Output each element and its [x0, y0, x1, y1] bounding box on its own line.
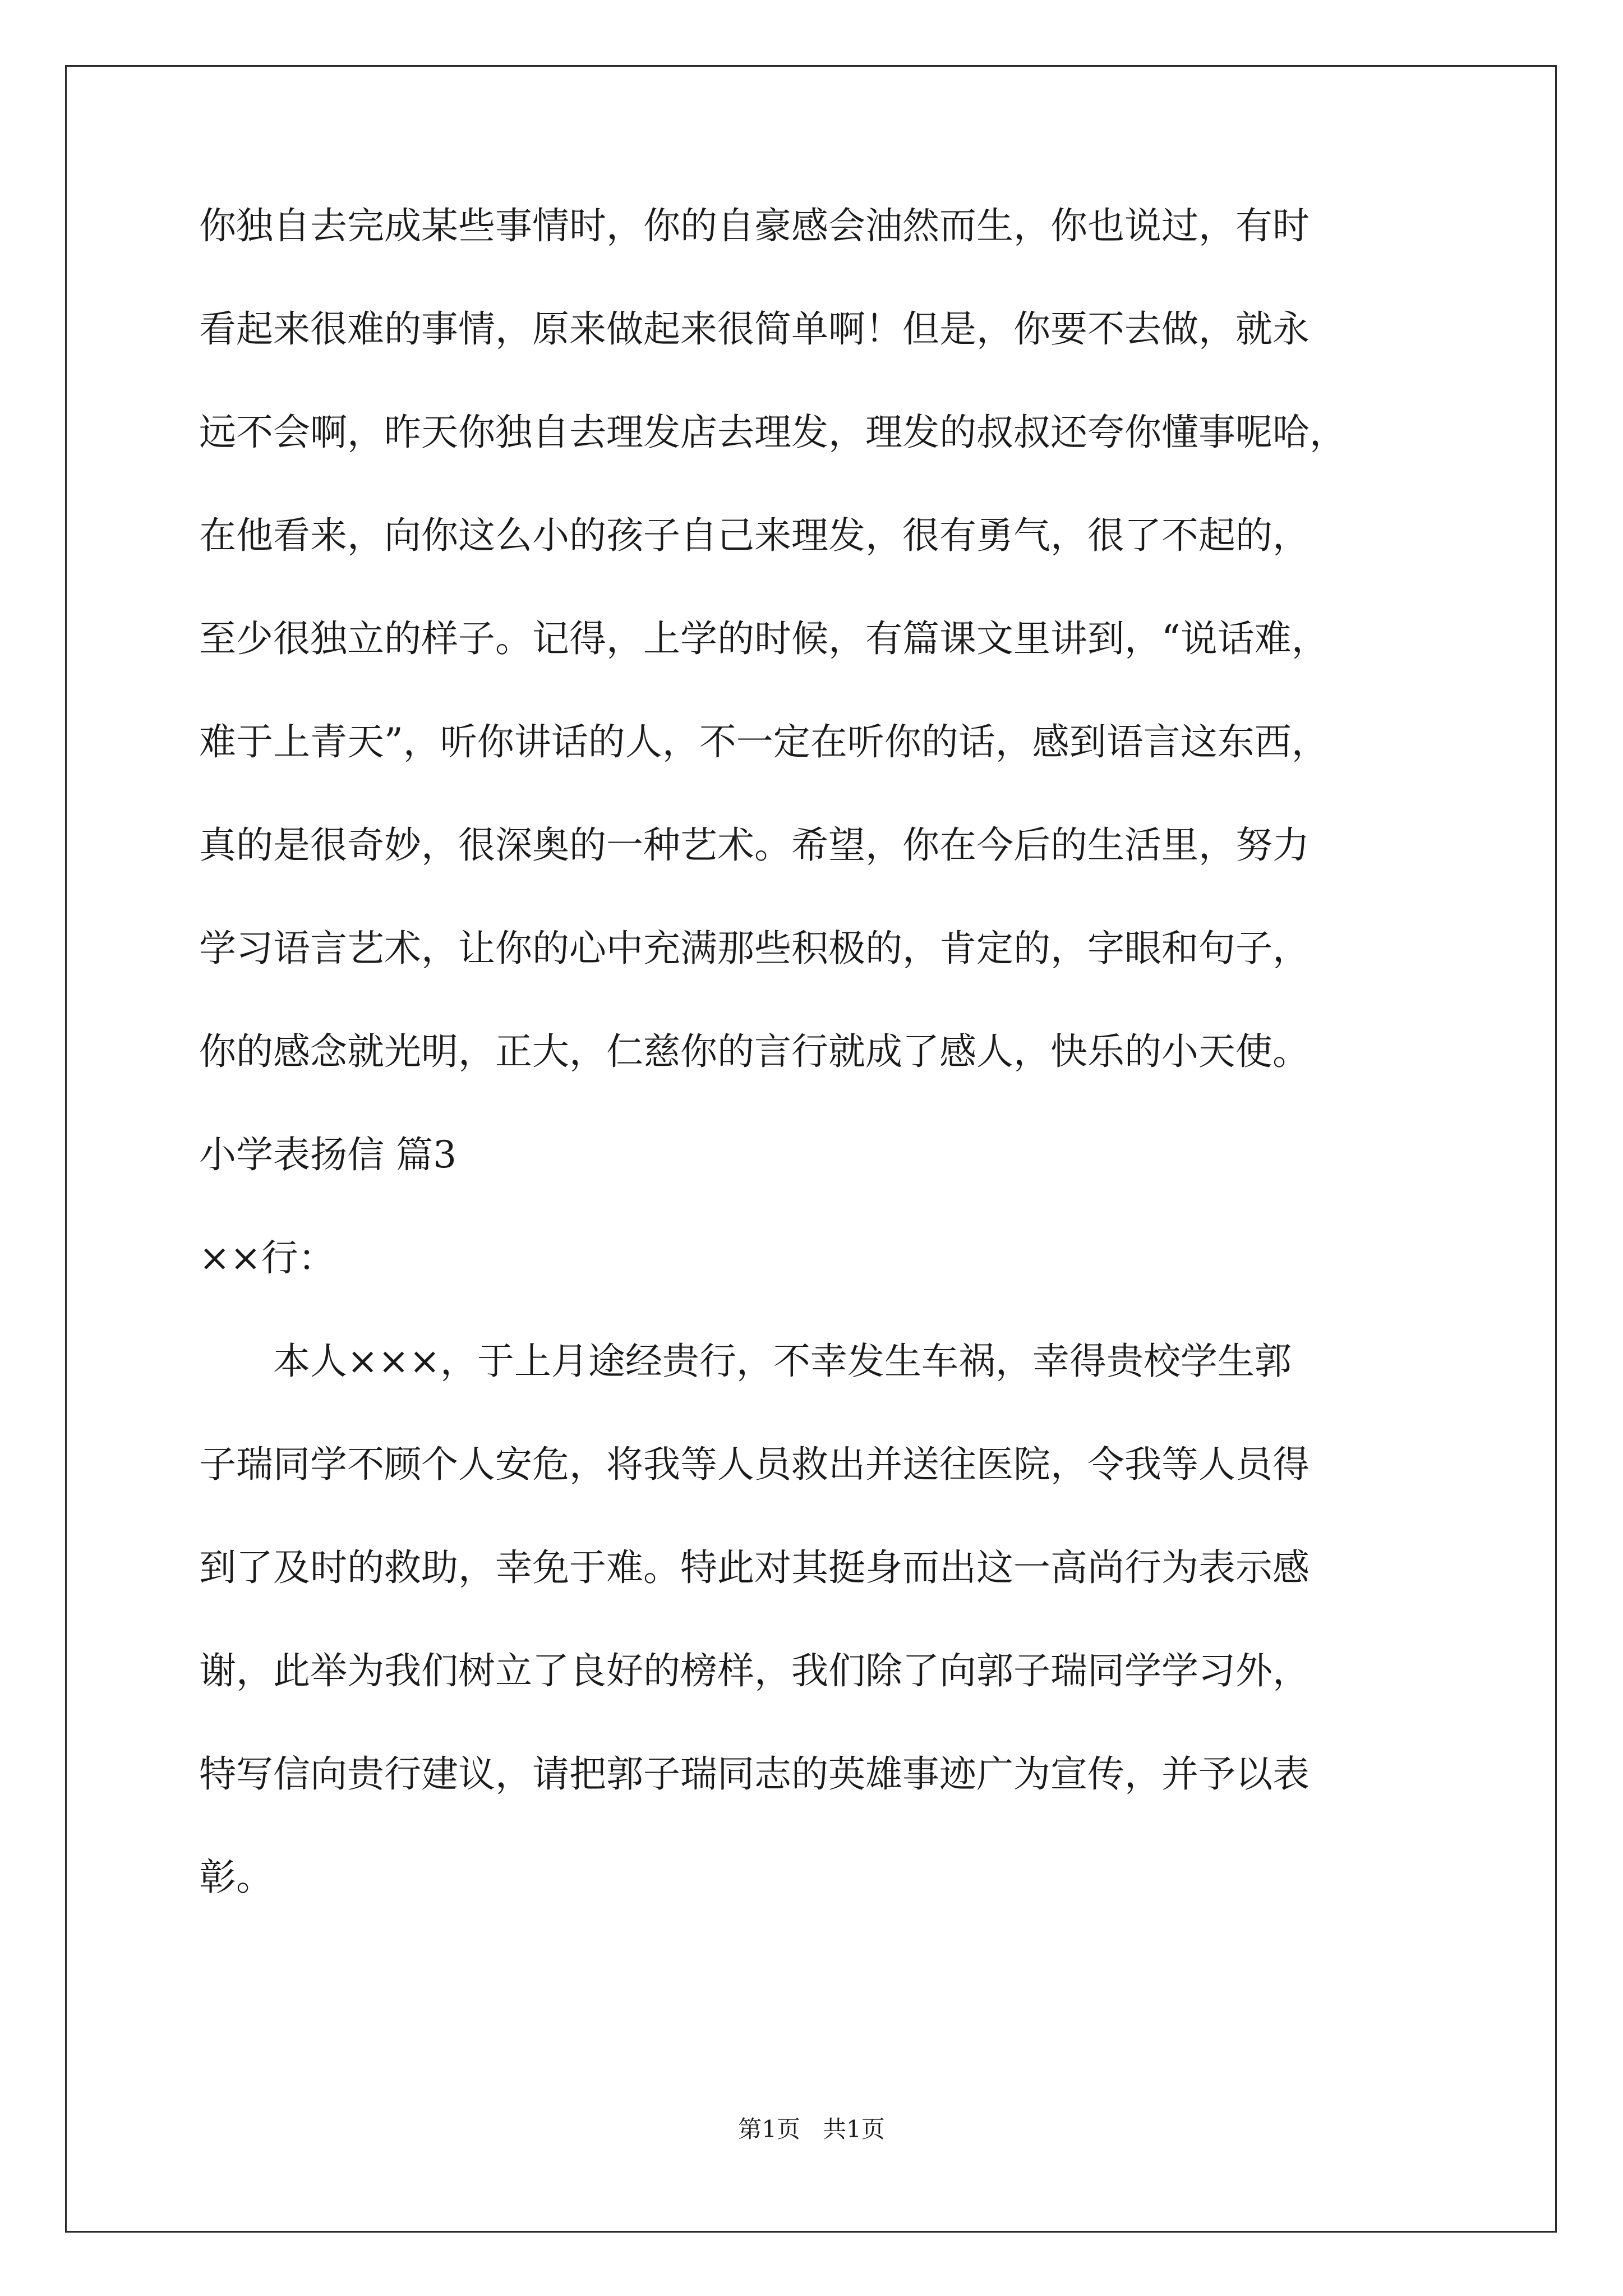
paragraph-line: 难于上青天”，听你讲话的人，不一定在听你的话，感到语言这东西， — [199, 720, 1329, 763]
paragraph-line: 学习语言艺术，让你的心中充满那些积极的，肯定的，字眼和句子， — [199, 927, 1310, 970]
paragraph-line: 彰。 — [199, 1856, 273, 1899]
paragraph-line: 谢，此举为我们树立了良好的榜样，我们除了向郭子瑞同学学习外， — [199, 1649, 1310, 1692]
page-footer — [0, 2115, 1623, 2143]
paragraph-line: 到了及时的救助，幸免于难。特此对其挺身而出这一高尚行为表示感 — [199, 1546, 1310, 1589]
paragraph-line: 特写信向贵行建议，请把郭子瑞同志的英雄事迹广为宣传，并予以表 — [199, 1752, 1310, 1796]
section-heading: 小学表扬信 篇3 — [199, 1133, 457, 1176]
paragraph-line: 本人×××，于上月途经贵行，不幸发生车祸，幸得贵校学生郭 — [273, 1340, 1292, 1383]
paragraph-line: 至少很独立的样子。记得，上学的时候，有篇课文里讲到，“说话难， — [199, 617, 1329, 660]
paragraph-line: 在他看来，向你这么小的孩子自己来理发，很有勇气，很了不起的， — [199, 514, 1310, 557]
document-body — [199, 204, 1433, 1962]
page-number: 第1页 — [738, 2115, 800, 2143]
paragraph-line: 你的感念就光明，正大，仁慈你的言行就成了感人，快乐的小天使。 — [199, 1030, 1310, 1073]
paragraph-line: 看起来很难的事情，原来做起来很简单啊！但是，你要不去做，就永 — [199, 307, 1310, 351]
paragraph-line: 子瑞同学不顾个人安危，将我等人员救出并送往医院，令我等人员得 — [199, 1443, 1310, 1486]
paragraph-line: 你独自去完成某些事情时，你的自豪感会油然而生，你也说过，有时 — [199, 204, 1310, 247]
page-total: 共1页 — [823, 2115, 885, 2143]
salutation: ××行： — [199, 1236, 335, 1280]
paragraph-line: 远不会啊，昨天你独自去理发店去理发，理发的叔叔还夸你懂事呢哈， — [199, 411, 1347, 454]
paragraph-line: 真的是很奇妙，很深奥的一种艺术。希望，你在今后的生活里，努力 — [199, 823, 1310, 867]
